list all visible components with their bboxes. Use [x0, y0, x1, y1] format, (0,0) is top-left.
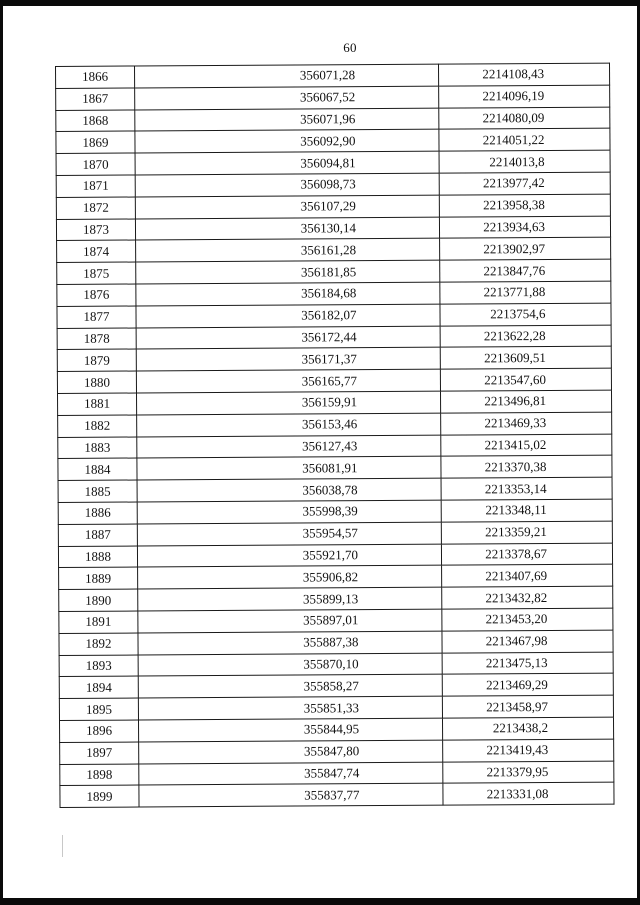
year-cell: 1874 — [57, 240, 136, 262]
page-number: 60 — [343, 40, 357, 55]
table-row — [57, 325, 611, 350]
value-a-cell: 356165,77 — [136, 369, 440, 393]
value-a-cell: 356067,52 — [135, 86, 439, 110]
value-a-cell: 355887,38 — [138, 631, 442, 655]
year-cell: 1868 — [56, 110, 135, 132]
value-a-cell: 356130,14 — [135, 217, 439, 241]
value-a-cell: 356038,78 — [137, 478, 441, 502]
value-b-cell: 2213379,95 — [443, 761, 614, 784]
value-a-cell: 356071,96 — [135, 108, 439, 132]
year-cell: 1893 — [59, 655, 138, 677]
value-b-cell: 2213771,88 — [440, 281, 611, 304]
table-row — [56, 129, 610, 154]
value-a-cell: 355851,33 — [138, 696, 442, 720]
value-b-cell: 2213754,6 — [440, 303, 611, 326]
year-cell: 1880 — [57, 371, 136, 393]
value-b-cell: 2213958,38 — [439, 194, 610, 217]
year-cell: 1892 — [59, 633, 138, 655]
year-cell: 1878 — [57, 328, 136, 350]
scan-border-left — [0, 0, 3, 905]
value-a-cell: 356159,91 — [136, 391, 440, 415]
year-cell: 1875 — [57, 262, 136, 284]
value-b-cell: 2214096,19 — [439, 85, 610, 108]
value-b-cell: 2213331,08 — [443, 782, 614, 805]
scan-border-bottom — [0, 898, 640, 905]
year-cell: 1882 — [58, 415, 137, 437]
value-a-cell: 355870,10 — [138, 653, 442, 677]
value-a-cell: 356182,07 — [136, 304, 440, 328]
value-b-cell: 2213469,29 — [442, 673, 613, 696]
value-b-cell: 2214080,09 — [439, 107, 610, 130]
value-b-cell: 2213902,97 — [440, 237, 611, 260]
year-cell: 1896 — [59, 720, 138, 742]
table-row — [58, 455, 612, 480]
scan-border-top — [0, 0, 640, 6]
value-a-cell: 356181,85 — [136, 260, 440, 284]
value-a-cell: 356172,44 — [136, 326, 440, 350]
year-cell: 1872 — [56, 197, 135, 219]
value-b-cell: 2214051,22 — [439, 129, 610, 152]
table-row — [57, 303, 611, 328]
year-cell: 1886 — [58, 502, 137, 524]
table-row — [57, 346, 611, 371]
value-b-cell: 2213622,28 — [440, 325, 611, 348]
table-row — [56, 194, 610, 219]
value-b-cell: 2213469,33 — [441, 412, 612, 435]
table-row — [56, 216, 610, 241]
year-cell: 1888 — [58, 546, 137, 568]
year-cell: 1898 — [60, 764, 139, 786]
value-b-cell: 2214013,8 — [439, 150, 610, 173]
year-cell: 1891 — [59, 611, 138, 633]
value-a-cell: 355897,01 — [138, 609, 442, 633]
value-b-cell: 2213547,60 — [440, 368, 611, 391]
table-row — [58, 477, 612, 502]
value-a-cell: 356094,81 — [135, 151, 439, 175]
value-a-cell: 355998,39 — [137, 500, 441, 524]
year-cell: 1883 — [58, 437, 137, 459]
year-cell: 1895 — [59, 698, 138, 720]
value-a-cell: 356098,73 — [135, 173, 439, 197]
value-a-cell: 355837,77 — [139, 783, 443, 807]
table-row — [60, 782, 614, 807]
value-b-cell: 2213353,14 — [441, 477, 612, 500]
value-a-cell: 356081,91 — [137, 456, 441, 480]
value-b-cell: 2213407,69 — [442, 564, 613, 587]
value-b-cell: 2213432,82 — [442, 586, 613, 609]
table-row — [58, 412, 612, 437]
value-a-cell: 355844,95 — [138, 718, 442, 742]
value-a-cell: 356071,28 — [135, 64, 439, 88]
table-row — [58, 390, 612, 415]
value-a-cell: 355954,57 — [137, 522, 441, 546]
year-cell: 1881 — [58, 393, 137, 415]
year-cell: 1894 — [59, 676, 138, 698]
year-cell: 1885 — [58, 480, 137, 502]
value-a-cell: 356171,37 — [136, 348, 440, 372]
year-cell: 1897 — [60, 742, 139, 764]
year-cell: 1890 — [59, 589, 138, 611]
table-row — [56, 172, 610, 197]
table-row — [57, 368, 611, 393]
value-b-cell: 2213419,43 — [443, 739, 614, 762]
value-b-cell: 2213467,98 — [442, 630, 613, 653]
value-a-cell: 355906,82 — [138, 565, 442, 589]
table-row — [58, 543, 612, 568]
table-row — [59, 564, 613, 589]
coordinates-table-body — [56, 63, 615, 807]
table-row — [58, 521, 612, 546]
value-b-cell: 2213934,63 — [439, 216, 610, 239]
table-row — [57, 259, 611, 284]
value-a-cell: 355847,74 — [139, 762, 443, 786]
year-cell: 1867 — [56, 88, 135, 110]
value-a-cell: 355899,13 — [138, 587, 442, 611]
value-b-cell: 2213415,02 — [441, 434, 612, 457]
value-b-cell: 2213370,38 — [441, 455, 612, 478]
year-cell: 1871 — [56, 175, 135, 197]
value-a-cell: 356153,46 — [137, 413, 441, 437]
value-a-cell: 356092,90 — [135, 130, 439, 154]
value-b-cell: 2213609,51 — [440, 346, 611, 369]
table-row — [58, 434, 612, 459]
value-a-cell: 355921,70 — [137, 544, 441, 568]
coordinates-table-container — [55, 63, 615, 808]
value-b-cell: 2213348,11 — [441, 499, 612, 522]
year-cell: 1870 — [56, 153, 135, 175]
year-cell: 1887 — [58, 524, 137, 546]
table-row — [59, 586, 613, 611]
table-row — [57, 237, 611, 262]
year-cell: 1879 — [57, 349, 136, 371]
year-cell: 1866 — [56, 66, 135, 88]
value-b-cell: 2213453,20 — [442, 608, 613, 631]
value-b-cell: 2213458,97 — [442, 695, 613, 718]
year-cell: 1869 — [56, 131, 135, 153]
value-b-cell: 2213977,42 — [439, 172, 610, 195]
value-a-cell: 356127,43 — [137, 435, 441, 459]
value-a-cell: 356107,29 — [135, 195, 439, 219]
value-b-cell: 2213438,2 — [442, 717, 613, 740]
value-b-cell: 2214108,43 — [438, 63, 609, 86]
value-a-cell: 356184,68 — [136, 282, 440, 306]
year-cell: 1873 — [56, 219, 135, 241]
table-row — [59, 630, 613, 655]
table-row — [57, 281, 611, 306]
value-b-cell: 2213496,81 — [440, 390, 611, 413]
year-cell: 1899 — [60, 785, 139, 807]
value-b-cell: 2213378,67 — [441, 543, 612, 566]
value-a-cell: 356161,28 — [136, 239, 440, 263]
table-row — [58, 499, 612, 524]
year-cell: 1877 — [57, 306, 136, 328]
coordinates-table — [55, 63, 615, 808]
year-cell: 1876 — [57, 284, 136, 306]
value-a-cell: 355858,27 — [138, 674, 442, 698]
year-cell: 1884 — [58, 458, 137, 480]
table-row — [56, 107, 610, 132]
value-a-cell: 355847,80 — [139, 740, 443, 764]
value-b-cell: 2213475,13 — [442, 652, 613, 675]
table-row — [56, 150, 610, 175]
value-b-cell: 2213847,76 — [440, 259, 611, 282]
table-row — [59, 608, 613, 633]
value-b-cell: 2213359,21 — [441, 521, 612, 544]
scan-artifact — [62, 835, 63, 857]
year-cell: 1889 — [59, 567, 138, 589]
